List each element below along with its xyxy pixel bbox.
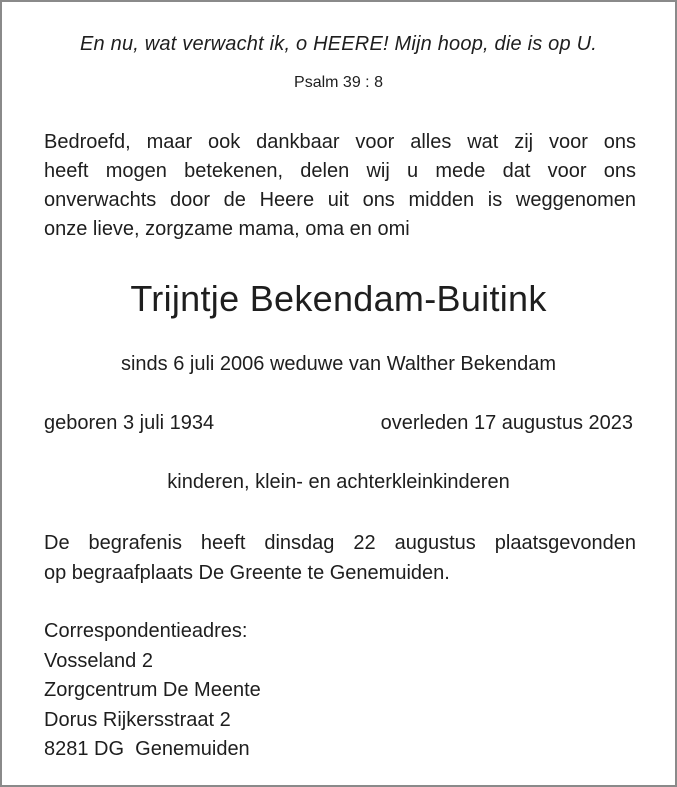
funeral-line: De begrafenis heeft dinsdag 22 augustus plaatsgevonden <box>44 532 636 554</box>
funeral-line: op begraafplaats De Greente te Genemuiden. <box>44 562 450 584</box>
bible-verse: En nu, wat verwacht ik, o HEERE! Mijn hoop, die is op U. <box>80 33 597 55</box>
address-line: Dorus Rijkersstraat 2 <box>44 708 231 731</box>
birth-date: geboren 3 juli 1934 <box>44 412 215 434</box>
correspondence-address <box>44 617 261 765</box>
funeral-paragraph <box>44 528 636 588</box>
intro-line: heeft mogen betekenen, delen wij u mede dat voor ons <box>44 160 636 182</box>
address-line: 8281 DG Genemuiden <box>44 738 250 760</box>
address-line: Zorgcentrum De Meente <box>44 679 261 701</box>
intro-paragraph <box>44 128 636 244</box>
address-line: Vosseland 2 <box>44 649 153 672</box>
widow-line: sinds 6 juli 2006 weduwe van Walther Bekendam <box>120 353 557 375</box>
deceased-name: Trijntje Bekendam-Buitink <box>130 278 547 319</box>
intro-line: Bedroefd, maar ook dankbaar voor alles wat zij voor ons <box>44 131 636 153</box>
family-line: kinderen, klein- en achterkleinkinderen <box>167 471 510 493</box>
address-label: Correspondentieadres: <box>44 620 248 642</box>
intro-line: onverwachts door de Heere uit ons midden is weggenomen <box>44 189 636 211</box>
intro-line: onze lieve, zorgzame mama, oma en omi <box>44 218 410 240</box>
death-date: overleden 17 augustus 2023 <box>380 412 633 434</box>
verse-reference: Psalm 39 : 8 <box>294 74 383 91</box>
